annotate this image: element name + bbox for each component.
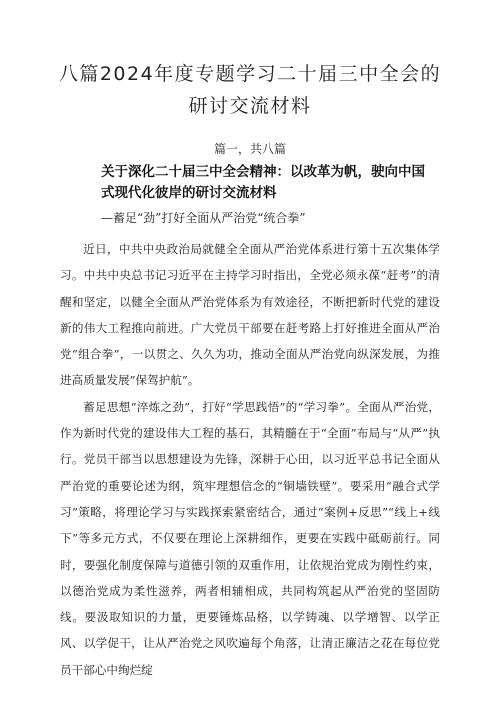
body-paragraph: 近日，中共中央政治局就健全全面从严治党体系进行第十五次集体学习。中共中央总书记习近平在主持学习时指出，全党必须永葆“赶考”的清醒和坚定，以健全全面从严治党体系为有效途径，不断把新时代党的建设新的伟大工程推向前进。广大党员干部要在赶考路上打好推进全面从严治党“组合拳”，一以贯之、久久为功，推动全面从严治党向纵深发展，为推进高质量发展”保驾护航”。 (60, 242, 440, 388)
title-line-2: 研讨交流材料 (188, 95, 312, 117)
section-label: 篇一，共八篇 (213, 142, 286, 156)
title-line-1: 八篇2024年度专题学习二十届三中全会的 (58, 63, 442, 85)
body-paragraph: 蓄足思想“淬炼之劲”，打好“学思践悟”的“学习拳”。全面从严治党，作为新时代党的建设伟大工程的基石，其精髓在于“全面”布局与“从严”执行。党员干部当以思想建设为先锋，深耕于心田，以习近平总书记全面从严治党的重要论述为纲，筑牢理想信念的“铜墙铁壁”。要采用“融合式学习”策略，将理论学习与实践探索紧密结合，通过“案例+反思”“线上+线下”等多元方式，不仅要在理论上深耕细作，更要在实践中砥砺前行。同时，要强化制度保障与道德引领的双重作用，让依规治党成为刚性约束，以德治党成为柔性滋养，两者相辅相成，共同构筑起从严治党的坚固防线。要汲取知识的力量，更要锤炼品格，以学铸魂、以学增智、以学正风、以学促干，让从严治党之风吹遍每个角落，让清正廉洁之花在每位党员干部心中绚烂绽 (60, 399, 440, 677)
article-byline: —蓄足“劲”打好全面从严治党“统合拳” (101, 211, 306, 225)
article-subtitle: 关于深化二十届三中全会精神：以改革为帆，驶向中国式现代化彼岸的研讨交流材料 (101, 164, 425, 201)
article-body (60, 236, 440, 683)
document-title (40, 58, 460, 122)
